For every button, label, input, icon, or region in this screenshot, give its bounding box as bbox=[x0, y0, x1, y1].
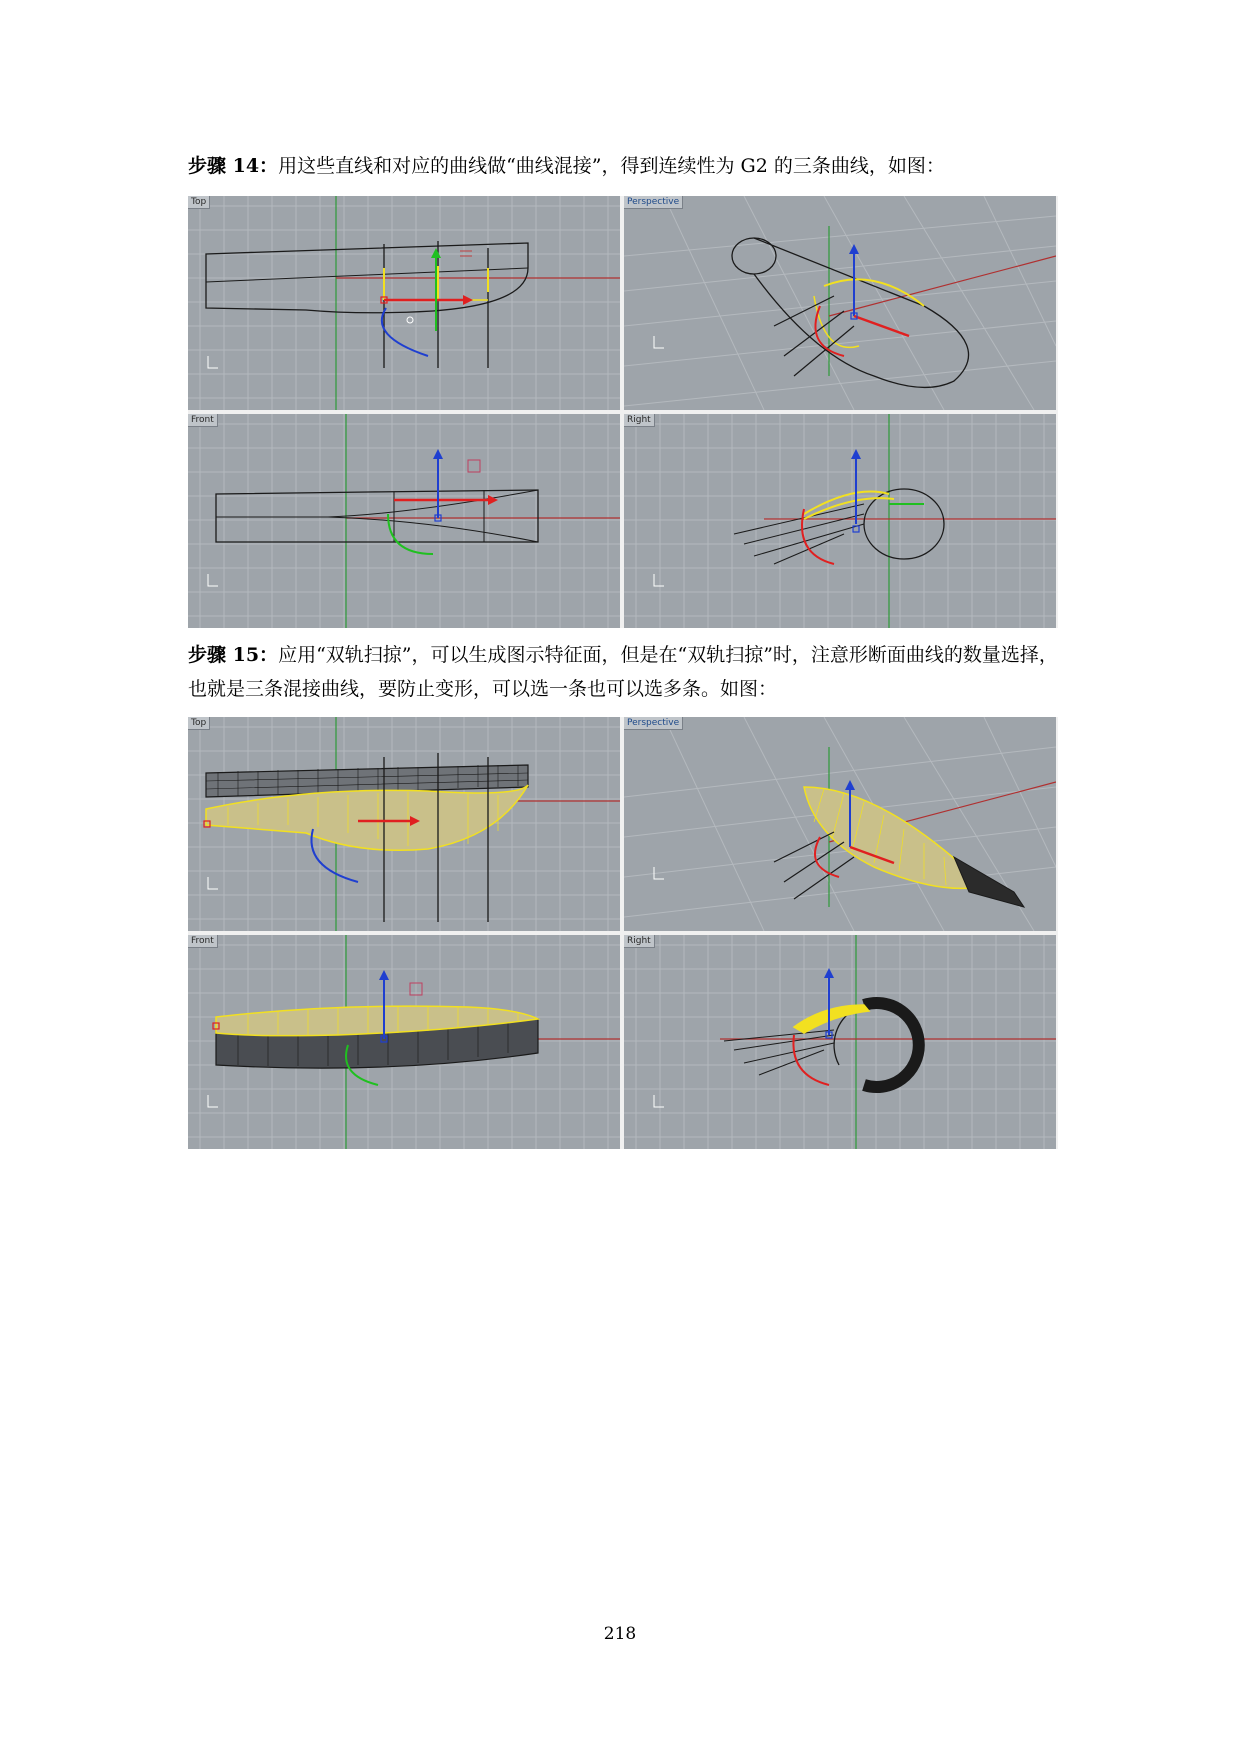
viewport-front-2-label[interactable]: Front bbox=[188, 935, 218, 948]
viewport-top-label[interactable]: Top bbox=[188, 196, 210, 209]
figure-step15 bbox=[188, 717, 1058, 1149]
viewport-front[interactable] bbox=[188, 414, 620, 628]
viewport-top-2-label[interactable]: Top bbox=[188, 717, 210, 730]
step14-text: 用这些直线和对应的曲线做“曲线混接”，得到连续性为 G2 的三条曲线，如图： bbox=[278, 155, 945, 177]
viewport-perspective-2-label[interactable]: Perspective bbox=[624, 717, 683, 730]
viewport-front-2[interactable] bbox=[188, 935, 620, 1149]
viewport-top-2[interactable] bbox=[188, 717, 620, 931]
viewport-right-2[interactable] bbox=[624, 935, 1056, 1149]
viewport-front-2-drawing bbox=[188, 935, 620, 1149]
page-number: 218 bbox=[603, 1624, 637, 1644]
step15-text: 应用“双轨扫掠”，可以生成图示特征面，但是在“双轨扫掠”时，注意形断面曲线的数量选择，也就是三条混接曲线，要防止变形，可以选一条也可以选多条。如图： bbox=[188, 644, 1058, 700]
viewport-right-2-label[interactable]: Right bbox=[624, 935, 655, 948]
step15-label: 步骤 15： bbox=[188, 644, 279, 666]
viewport-front-label[interactable]: Front bbox=[188, 414, 218, 427]
step14-label: 步骤 14： bbox=[188, 155, 279, 177]
viewport-right-label[interactable]: Right bbox=[624, 414, 655, 427]
viewport-perspective-label[interactable]: Perspective bbox=[624, 196, 683, 209]
viewport-top-drawing bbox=[188, 196, 620, 410]
viewport-top[interactable] bbox=[188, 196, 620, 410]
viewport-perspective-drawing bbox=[624, 196, 1056, 410]
step14-paragraph bbox=[188, 149, 1058, 183]
viewport-perspective-2-drawing bbox=[624, 717, 1056, 931]
viewport-top-2-drawing bbox=[188, 717, 620, 931]
viewport-perspective-2[interactable] bbox=[624, 717, 1056, 931]
viewport-front-drawing bbox=[188, 414, 620, 628]
viewport-right-2-drawing bbox=[624, 935, 1056, 1149]
viewport-right[interactable] bbox=[624, 414, 1056, 628]
figure-step14 bbox=[188, 196, 1058, 628]
viewport-perspective[interactable] bbox=[624, 196, 1056, 410]
step15-paragraph bbox=[188, 638, 1058, 706]
viewport-right-drawing bbox=[624, 414, 1056, 628]
